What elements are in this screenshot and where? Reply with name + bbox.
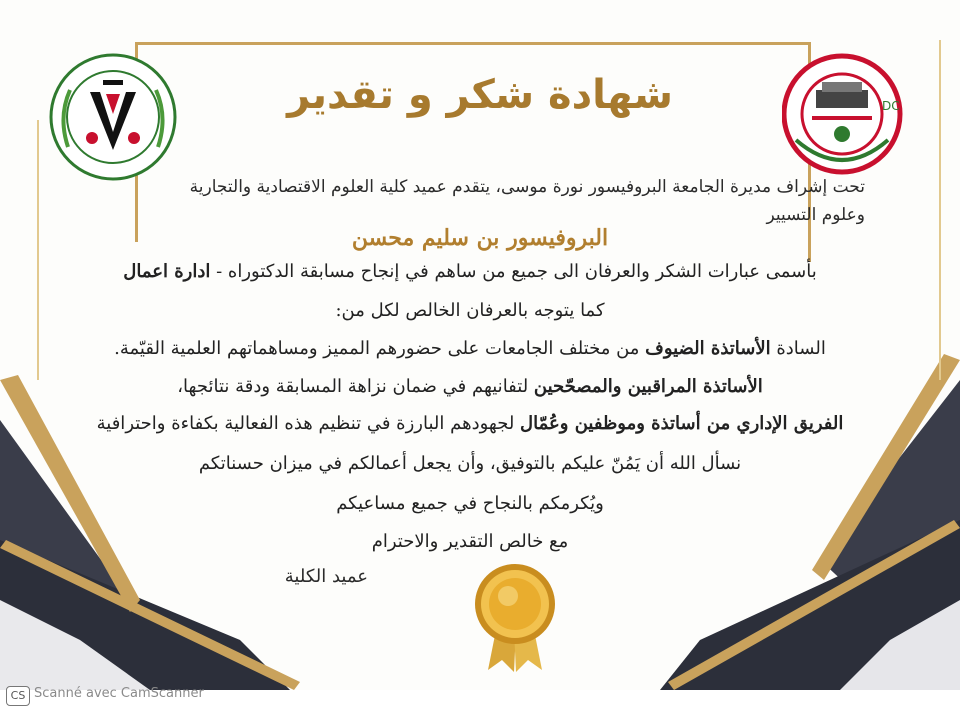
text-line-4: كما يتوجه بالعرفان الخالص لكل من: bbox=[335, 300, 605, 321]
text-line-6-b: لتفانيهم في ضمان نزاهة المسابقة ودقة نتائجها، bbox=[177, 376, 534, 397]
text-line-3-a: بأسمى عبارات الشكر والعرفان الى جميع من ساهم في إنجاح مسابقة الدكتوراه - bbox=[210, 261, 817, 282]
honoree-name: البروفيسور بن سليم محسن bbox=[351, 225, 609, 251]
intro-line-1: تحت إشراف مديرة الجامعة البروفيسور نورة موسى، يتقدم عميد كلية العلوم الاقتصادية والتجارية bbox=[189, 177, 865, 197]
text-line-5-b: الأساتذة الضيوف bbox=[645, 338, 771, 359]
frame-top-border bbox=[135, 42, 811, 45]
text-line-6-a: الأساتذة المراقبين والمصحّحين bbox=[533, 376, 763, 397]
scanner-watermark: Scanné avec CamScanner bbox=[34, 686, 204, 701]
text-line-3 bbox=[60, 261, 880, 282]
text-line-9: ويُكرمكم بالنجاح في جميع مساعيكم bbox=[336, 493, 604, 514]
text-line-7-b: لجهودهم البارزة في تنظيم هذه الفعالية بكفاءة واحترافية bbox=[96, 413, 521, 434]
text-line-5-c: من مختلف الجامعات على حضورهم المميز ومساهماتهم العلمية القيّمة. bbox=[114, 338, 646, 359]
text-line-7-a: الفريق الإداري من أساتذة وموظفين وعُمّال bbox=[520, 413, 844, 434]
text-line-5 bbox=[60, 338, 880, 359]
text-line-6 bbox=[60, 376, 880, 397]
text-line-8: نسأل الله أن يَمُنّ عليكم بالتوفيق، وأن يجعل أعمالكم في ميزان حسناتكم bbox=[198, 453, 742, 474]
camscanner-icon: CS bbox=[6, 686, 30, 706]
text-line-10: مع خالص التقدير والاحترام bbox=[371, 531, 569, 552]
certificate-title: شهادة شكر و تقدير bbox=[287, 72, 673, 118]
text-line-3-b: ادارة اعمال bbox=[123, 261, 211, 282]
text-line-5-a: السادة bbox=[770, 338, 826, 359]
svg-text:DC: DC bbox=[882, 99, 900, 113]
gold-seal-icon bbox=[470, 560, 560, 680]
intro-line-2: وعلوم التسيير bbox=[766, 205, 865, 225]
text-line-7 bbox=[60, 413, 880, 434]
signature-label: عميد الكلية bbox=[284, 566, 368, 587]
